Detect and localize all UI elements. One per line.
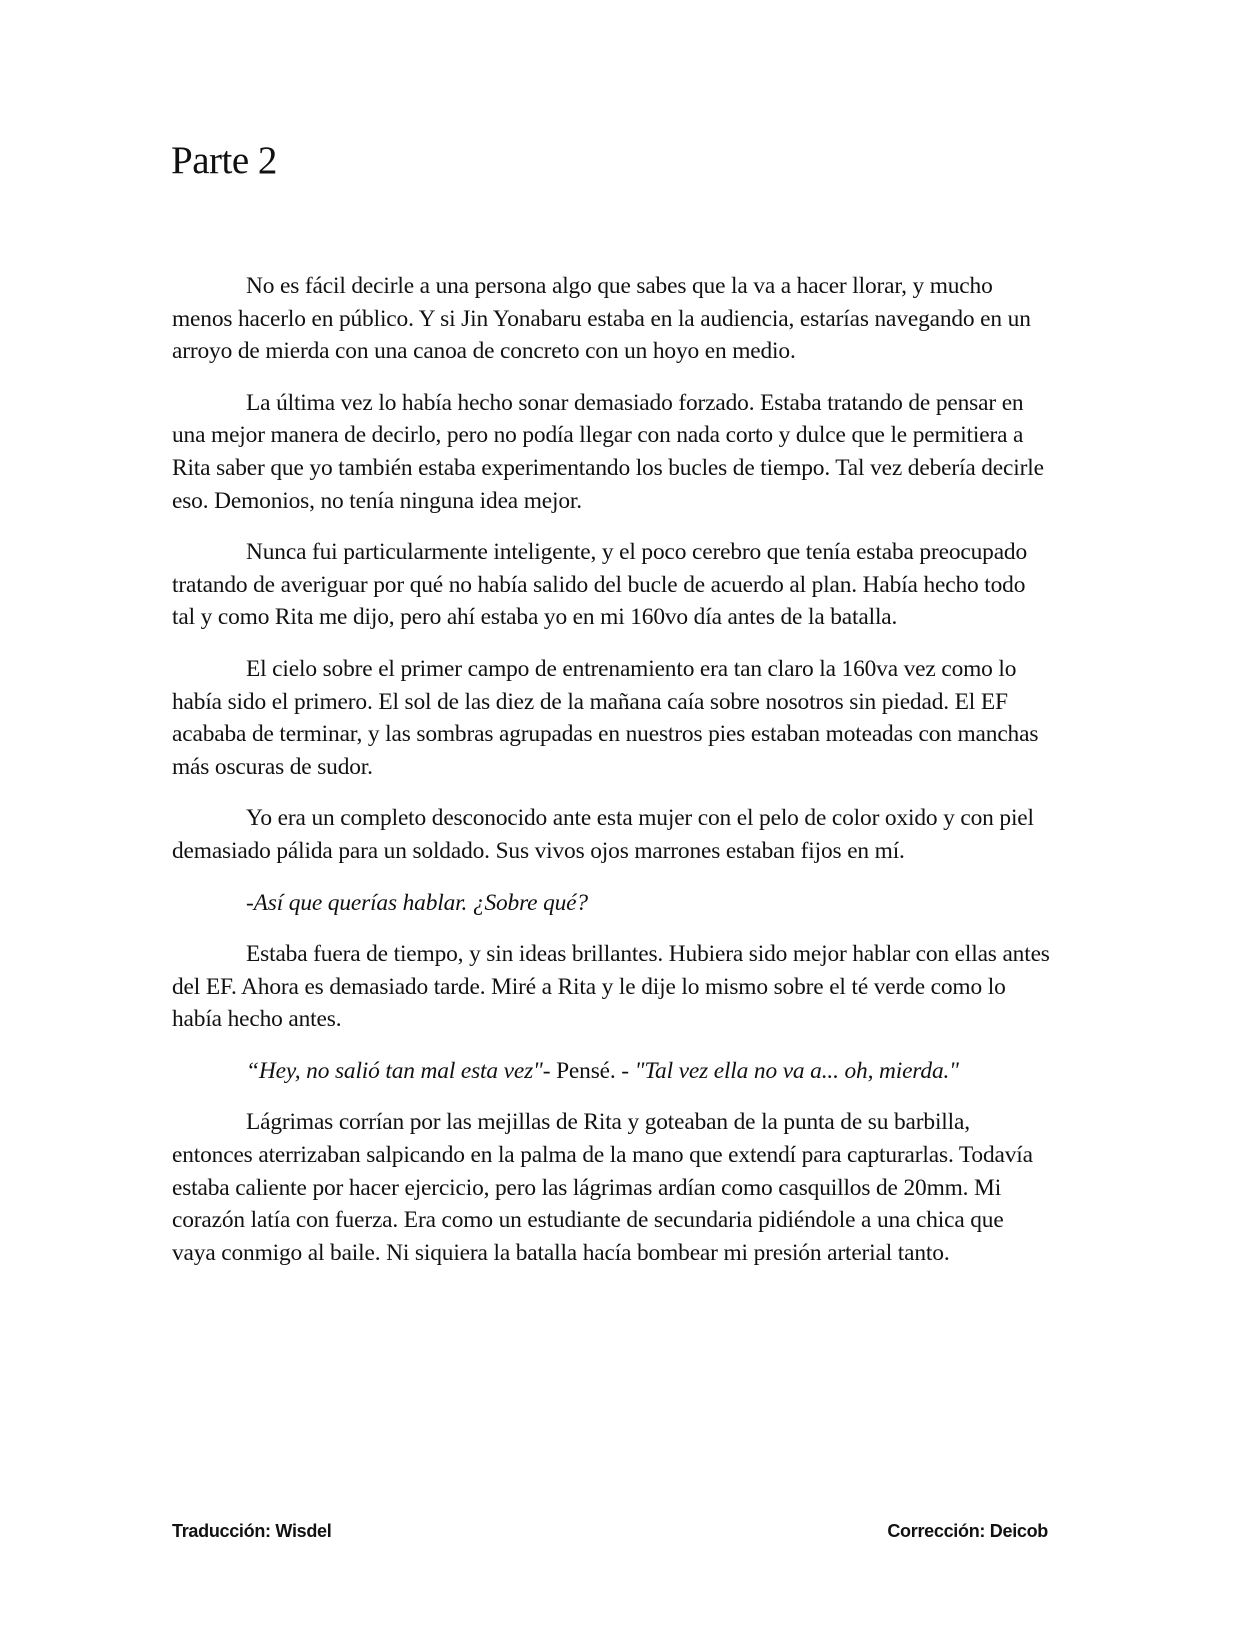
dialogue-line: -Así que querías hablar. ¿Sobre qué? [246,889,588,916]
paragraph: Estaba fuera de tiempo, y sin ideas brillantes. Hubiera sido mejor hablar con ellas antes del EF. Ahora es demasiado tarde. Miré a Rita y le dije lo mismo sobre el té verde como lo había hecho antes. [172,941,1050,1033]
document-body [172,270,1052,1288]
thought-line-1: “Hey, no salió tan mal esta vez" [246,1057,543,1084]
thought-paragraph [172,1055,1052,1088]
paragraph: No es fácil decirle a una persona algo que sabes que la va a hacer llorar, y mucho menos hacerlo en público. Y si Jin Yonabaru estaba en la audiencia, estarías navegando en un arroyo de mierda con una canoa de concreto con un hoyo en medio. [172,273,1031,365]
footer-translation-credit: Traducción: Wisdel [172,1521,332,1541]
footer-correction-credit: Corrección: Deicob [887,1521,1048,1541]
narration: - Pensé. - [542,1057,629,1084]
paragraph: El cielo sobre el primer campo de entrenamiento era tan claro la 160va vez como lo había sido el primero. El sol de las diez de la mañana caía sobre nosotros sin piedad. El EF acababa de terminar, y las sombras agrupadas en nuestros pies estaban moteadas con manchas más oscuras de sudor. [172,655,1039,780]
paragraph: La última vez lo había hecho sonar demasiado forzado. Estaba tratando de pensar en una mejor manera de decirlo, pero no podía llegar con nada corto y dulce que le permitiera a Rita saber que yo también estaba experimentando los bucles de tiempo. Tal vez debería decirle eso. Demonios, no tenía ninguna idea mejor. [172,389,1044,514]
page-title: Parte 2 [171,139,277,182]
paragraph: Lágrimas corrían por las mejillas de Rita y goteaban de la punta de su barbilla, entonces aterrizaban salpicando en la palma de la mano que extendí para capturarlas. Todavía estaba caliente por hacer ejercicio, pero las lágrimas ardían como casquillos de 20mm. Mi corazón latía con fuerza. Era como un estudiante de secundaria pidiéndole a una chica que vaya conmigo al baile. Ni siquiera la batalla hacía bombear mi presión arterial tanto. [172,1109,1033,1266]
thought-line-2: "Tal vez ella no va a... oh, mierda." [634,1057,959,1084]
dialogue-paragraph [172,887,1052,920]
paragraph: Nunca fui particularmente inteligente, y el poco cerebro que tenía estaba preocupado tratando de averiguar por qué no había salido del bucle de acuerdo al plan. Había hecho todo tal y como Rita me dijo, pero ahí estaba yo en mi 160vo día antes de la batalla. [172,539,1028,631]
paragraph: Yo era un completo desconocido ante esta mujer con el pelo de color oxido y con piel demasiado pálida para un soldado. Sus vivos ojos marrones estaban fijos en mí. [172,805,1034,864]
